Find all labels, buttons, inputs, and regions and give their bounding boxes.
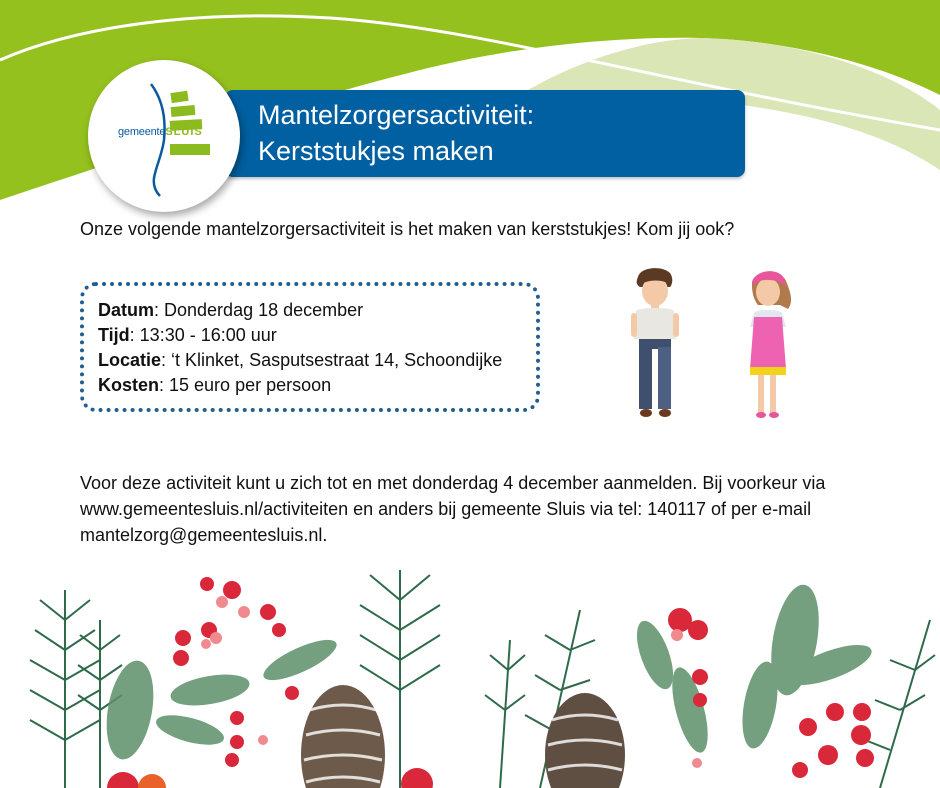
pinecone-icon [301, 685, 385, 788]
christmas-foliage-border [0, 560, 940, 788]
detail-date [98, 298, 536, 323]
logo-wordmark [118, 126, 203, 138]
detail-location [98, 348, 536, 373]
registration-line-3: mantelzorg@gemeentesluis.nl. [80, 525, 328, 545]
gemeente-sluis-logo [88, 60, 240, 212]
detail-label: Datum [98, 300, 155, 320]
woman-in-apron-illustration [750, 271, 791, 418]
event-details-box [80, 282, 540, 412]
title-banner [225, 90, 745, 177]
detail-time [98, 323, 536, 348]
people-illustration [620, 265, 810, 425]
page-title-line-2: Kerststukjes maken [258, 136, 494, 166]
detail-value: : 15 euro per persoon [159, 375, 332, 395]
man-illustration [631, 268, 679, 417]
detail-value: : 13:30 - 16:00 uur [129, 325, 277, 345]
page-title-line-1: Mantelzorgersactiviteit: [258, 100, 535, 130]
registration-line-2: www.gemeentesluis.nl/activiteiten en anders bij gemeente Sluis via tel: 140117 of per e-mail [80, 499, 812, 519]
detail-cost [98, 373, 536, 398]
registration-line-1: Voor deze activiteit kunt u zich tot en met donderdag 4 december aanmelden. Bij voorkeur via [80, 473, 826, 493]
detail-label: Locatie [98, 350, 162, 370]
logo-prefix: gemeente [118, 126, 166, 138]
logo-suffix: SLUIS [165, 126, 203, 138]
detail-label: Kosten [98, 375, 160, 395]
detail-label: Tijd [98, 325, 130, 345]
detail-value: : ‘t Klinket, Sasputsestraat 14, Schoondijke [161, 350, 503, 370]
detail-value: : Donderdag 18 december [154, 300, 364, 320]
pinecone-icon [545, 693, 625, 788]
intro-text: Onze volgende mantelzorgersactiviteit is het maken van kerststukjes! Kom jij ook? [80, 219, 735, 239]
registration-info [80, 470, 880, 548]
